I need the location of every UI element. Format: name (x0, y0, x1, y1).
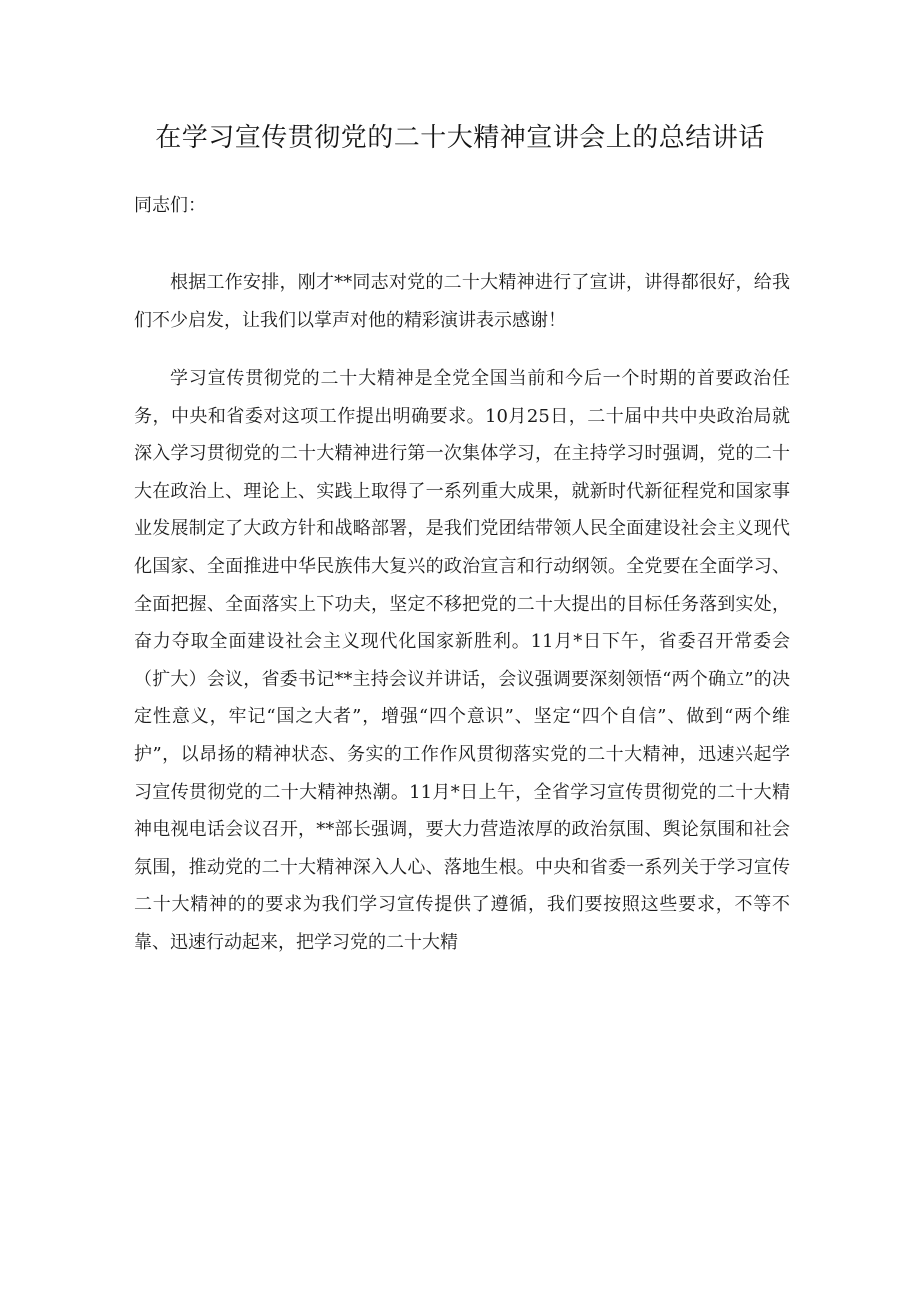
paragraph-intro: 根据工作安排，刚才**同志对党的二十大精神进行了宣讲，讲得都很好，给我们不少启发，让我们以掌声对他的精彩演讲表示感谢！ (134, 272, 790, 331)
document-title: 在学习宣传贯彻党的二十大精神宣讲会上的总结讲话 (155, 123, 765, 153)
paragraph-body: 学习宣传贯彻党的二十大精神是全党全国当前和今后一个时期的首要政治任务，中央和省委对这项工作提出明确要求。10月25日，二十届中共中央政治局就深入学习贯彻党的二十大精神进行第一次集体学习，在主持学习时强调，党的二十大在政治上、理论上、实践上取得了一系列重大成果，就新时代新征程党和国家事业发展制定了大政方针和战略部署，是我们党团结带领人民全面建设社会主义现代化国家、全面推进中华民族伟大复兴的政治宣言和行动纲领。全党要在全面学习、全面把握、全面落实上下功夫，坚定不移把党的二十大提出的目标任务落到实处，奋力夺取全面建设社会主义现代化国家新胜利。11月*日下午，省委召开常委会（扩大）会议，省委书记**主持会议并讲话，会议强调要深刻领悟“两个确立”的决定性意义，牢记“国之大者”，增强“四个意识”、坚定“四个自信”、做到“两个维护”，以昂扬的精神状态、务实的工作作风贯彻落实党的二十大精神，迅速兴起学习宣传贯彻党的二十大精神热潮。11月*日上午，全省学习宣传贯彻党的二十大精神电视电话会议召开，**部长强调，要大力营造浓厚的政治氛围、舆论氛围和社会氛围，推动党的二十大精神深入人心、落地生根。中央和省委一系列关于学习宣传二十大精神的的要求为我们学习宣传提供了遵循，我们要按照这些要求，不等不靠、迅速行动起来，把学习党的二十大精 (134, 368, 790, 953)
salutation: 同志们： (134, 195, 206, 216)
